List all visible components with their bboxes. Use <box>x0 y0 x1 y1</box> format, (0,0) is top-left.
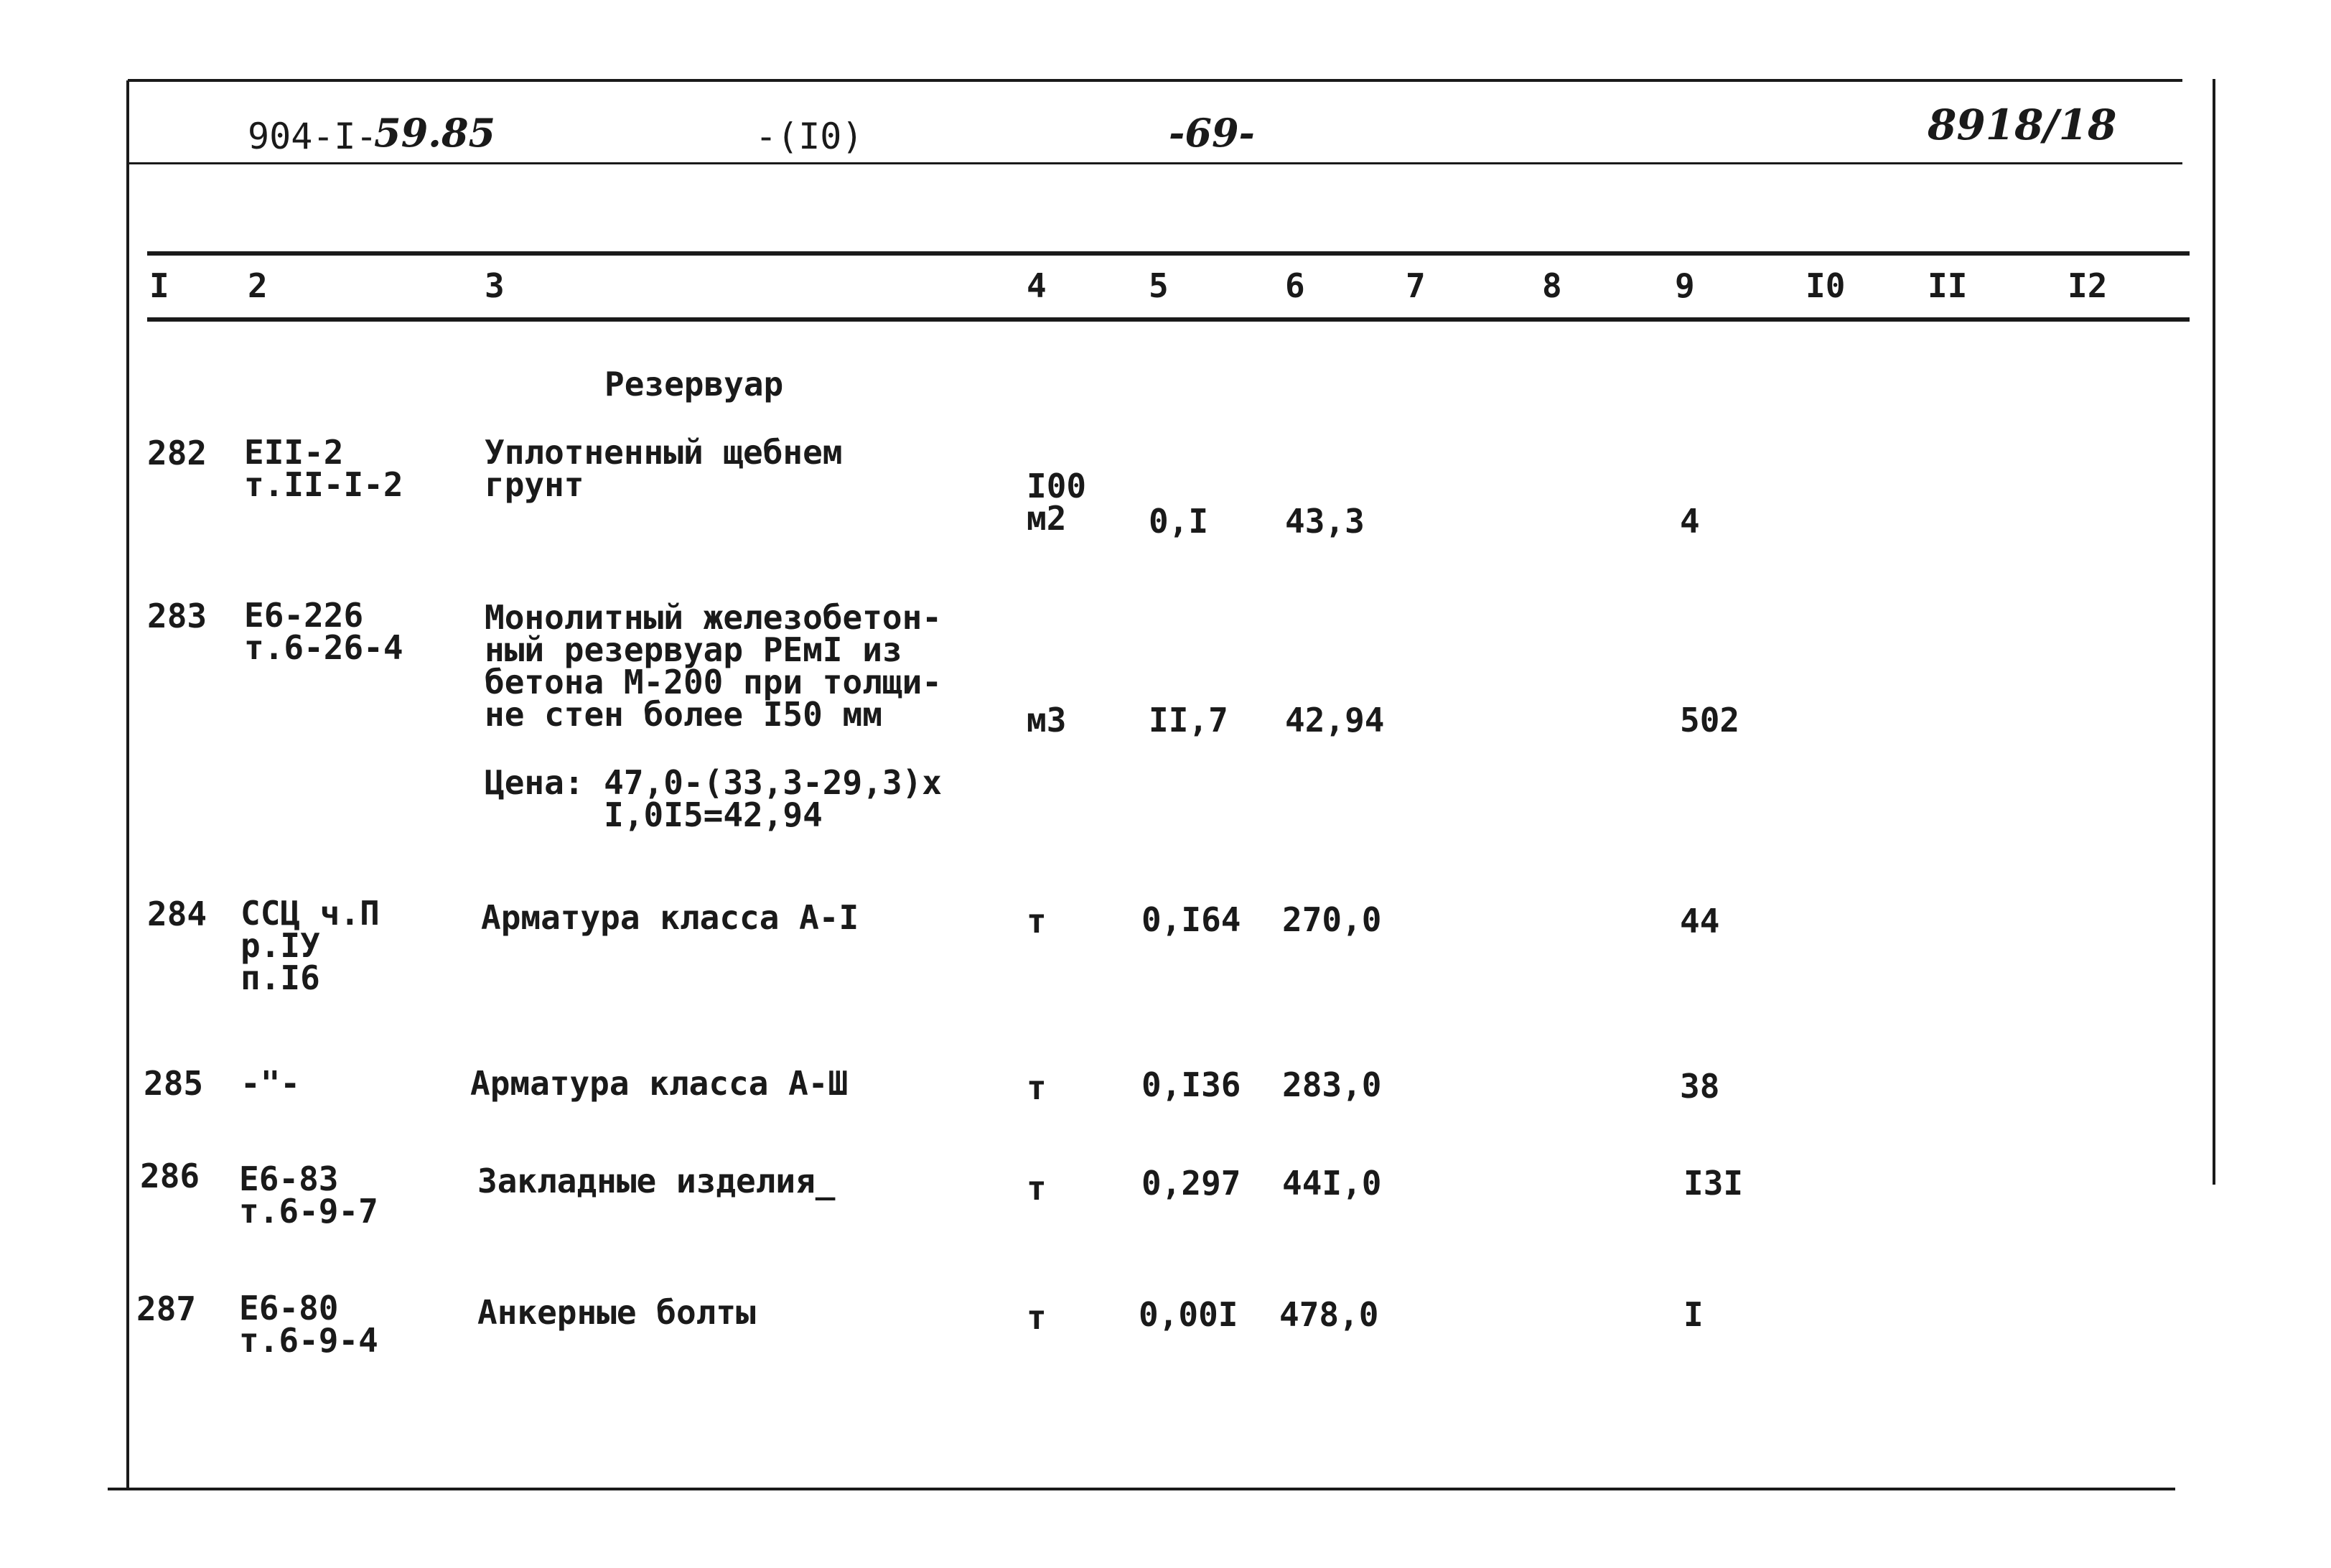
row-unit: т <box>1027 1068 1047 1107</box>
sheet-code: -(I0) <box>755 116 864 157</box>
frame-top-line <box>128 79 2182 82</box>
archive-number: 8918/18 <box>1928 101 2117 149</box>
row-quantity: 0,297 <box>1141 1164 1241 1203</box>
row-description: Уплотненный щебнем грунт <box>485 433 843 505</box>
column-number: II <box>1928 266 1968 305</box>
frame-bottom-line <box>108 1488 2175 1490</box>
row-code: -"- <box>240 1064 301 1103</box>
row-unit: I00 м2 <box>1027 467 1087 538</box>
column-number: I0 <box>1806 266 1846 305</box>
row-number: 283 <box>147 597 207 635</box>
row-quantity: 0,I64 <box>1141 900 1241 939</box>
row-quantity: II,7 <box>1149 701 1228 739</box>
row-unit: т <box>1027 902 1047 941</box>
column-number: 9 <box>1675 266 1695 305</box>
row-price: 270,0 <box>1282 900 1382 939</box>
row-number: 284 <box>147 895 207 933</box>
row-quantity: 0,00I <box>1139 1295 1238 1334</box>
column-number: I2 <box>2068 266 2108 305</box>
row-number: 287 <box>136 1289 197 1328</box>
column-number: 3 <box>485 266 505 305</box>
row-number: 286 <box>140 1157 200 1195</box>
column-number: 7 <box>1406 266 1426 305</box>
column-number: 2 <box>248 266 268 305</box>
row-code: Е6-80 т.6-9-4 <box>239 1289 378 1361</box>
row-code: Е6-83 т.6-9-7 <box>239 1159 378 1231</box>
row-code: ССЦ ч.П р.IУ п.I6 <box>240 894 380 998</box>
row-quantity: 0,I <box>1149 502 1209 541</box>
header-bottom-line <box>128 162 2182 164</box>
row-total: 4 <box>1680 502 1700 541</box>
column-number: I <box>149 266 169 305</box>
row-price-note: Цена: 47,0-(33,3-29,3)х I,0I5=42,94 <box>485 763 942 835</box>
column-number: 4 <box>1027 266 1047 305</box>
row-total: 502 <box>1680 701 1740 739</box>
row-unit: т <box>1027 1298 1047 1337</box>
row-description: Анкерные болты <box>477 1293 756 1332</box>
row-total: 44 <box>1680 902 1720 941</box>
column-number: 8 <box>1542 266 1562 305</box>
column-header-bottom-line <box>147 317 2190 322</box>
column-header-top-line <box>147 251 2190 256</box>
row-unit: м3 <box>1027 701 1067 739</box>
row-total: I3I <box>1683 1164 1744 1203</box>
frame-left-line <box>126 80 129 1488</box>
column-number: 5 <box>1149 266 1169 305</box>
row-price: 43,3 <box>1285 502 1365 541</box>
row-description: Монолитный железобетон- ный резервуар РЕмI из бетона М-200 при толщи- не стен более I50 мм <box>485 598 942 734</box>
row-number: 282 <box>147 434 207 472</box>
row-price: 42,94 <box>1285 701 1385 739</box>
row-price: 44I,0 <box>1282 1164 1382 1203</box>
row-unit: т <box>1027 1169 1047 1208</box>
frame-right-line <box>2213 79 2215 1185</box>
row-number: 285 <box>144 1064 204 1103</box>
row-description: Закладные изделия_ <box>477 1162 836 1200</box>
doc-number-suffix: 59.85 <box>374 110 496 156</box>
row-code: Е6-226 т.6-26-4 <box>244 596 403 668</box>
row-code: EII-2 т.II-I-2 <box>244 433 403 505</box>
doc-number-prefix: 904-I- <box>248 116 378 157</box>
section-title: Резервуар <box>604 365 784 403</box>
row-total: 38 <box>1680 1067 1720 1106</box>
row-price: 283,0 <box>1282 1065 1382 1104</box>
column-number: 6 <box>1285 266 1305 305</box>
row-description: Арматура класса А-Ш <box>470 1064 849 1103</box>
row-description: Арматура класса А-I <box>481 898 859 937</box>
row-price: 478,0 <box>1279 1295 1379 1334</box>
row-total: I <box>1683 1295 1704 1334</box>
row-quantity: 0,I36 <box>1141 1065 1241 1104</box>
page-number: -69- <box>1169 110 1255 156</box>
